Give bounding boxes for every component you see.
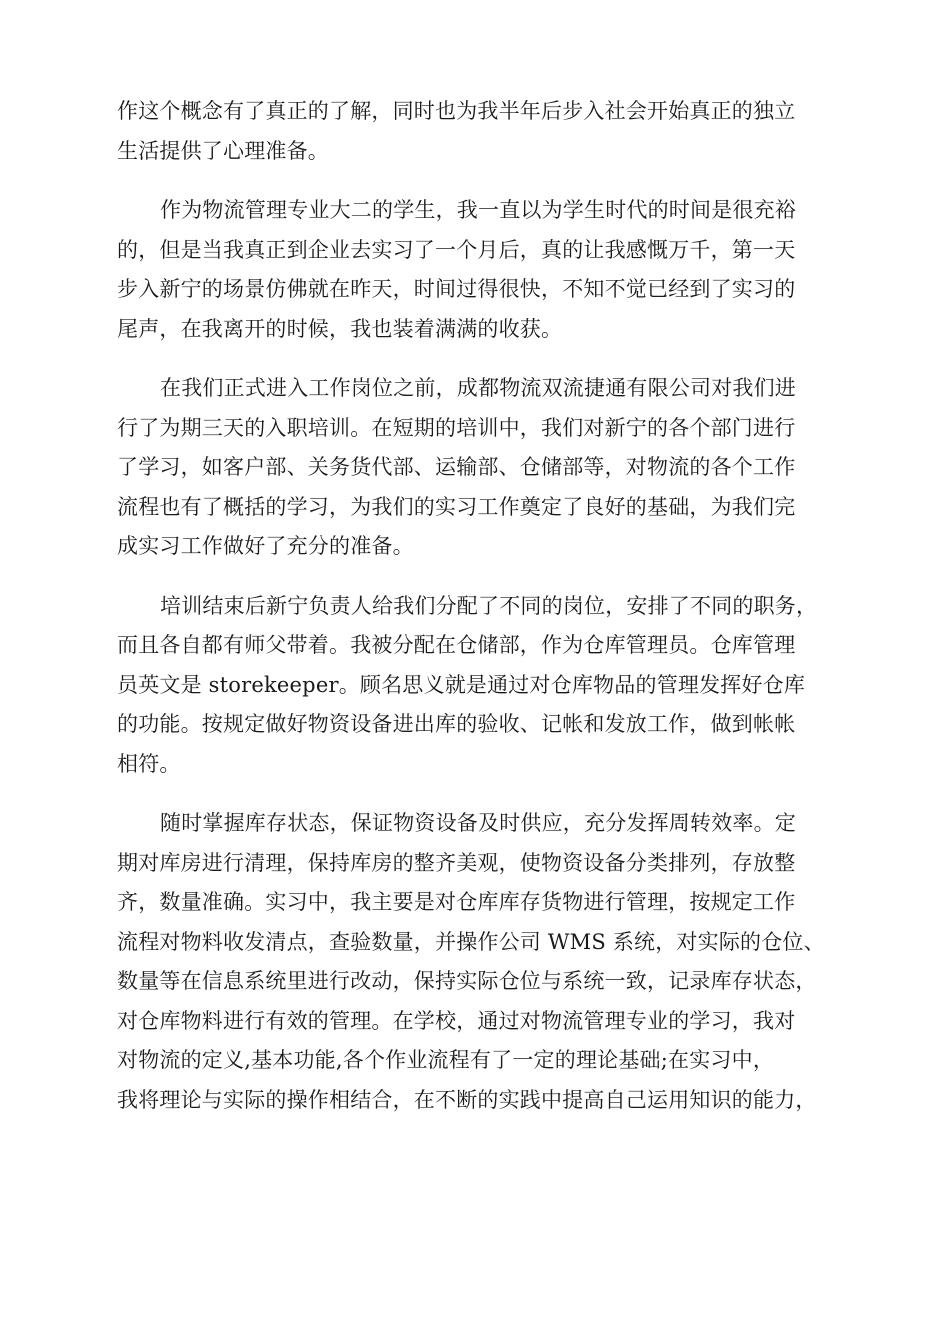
text-line: 作这个概念有了真正的了解，同时也为我半年后步入社会开始真正的独立 [117,99,796,123]
text-line: 了学习，如客户部、关务货代部、运输部、仓储部等，对物流的各个工作 [117,455,796,479]
text-line: 期对库房进行清理，保持库房的整齐美观，使物资设备分类排列，存放整 [117,850,796,875]
text-line: 而且各自都有师父带着。我被分配在仓储部，作为仓库管理员。仓库管理 [117,633,796,657]
text-line: 对仓库物料进行有效的管理。在学校，通过对物流管理专业的学习，我对 [117,1008,796,1033]
text-line: 我将理论与实际的操作相结合，在不断的实践中提高自己运用知识的能力， [117,1087,817,1112]
text-line: 成实习工作做好了充分的准备。 [117,534,414,558]
text-line: 员英文是 storekeeper。顾名思义就是通过对仓库物品的管理发挥好仓库 [117,672,806,697]
text-line: 齐，数量准确。实习中，我主要是对仓库库存货物进行管理，按规定工作 [117,890,796,914]
paragraph-4 [117,587,842,785]
text-line: 数量等在信息系统里进行改动，保持实际仓位与系统一致，记录库存状态， [117,969,817,993]
paragraph-2 [117,191,842,349]
text-line: 步入新宁的场景仿佛就在昨天，时间过得很快，不知不觉已经到了实习的 [117,277,796,301]
paragraph-1 [117,92,842,171]
paragraph-3 [117,369,842,567]
paragraph-5 [117,804,842,1120]
text-line: 的功能。按规定做好物资设备进出库的验收、记帐和发放工作，做到帐帐 [117,712,796,736]
text-line-indented: 培训结束后新宁负责人给我们分配了不同的岗位，安排了不同的职务， [160,593,818,618]
text-line-indented: 在我们正式进入工作岗位之前，成都物流双流捷通有限公司对我们进 [160,376,796,400]
document-body [117,92,842,1140]
text-line: 相符。 [117,751,181,776]
text-line: 流程也有了概括的学习，为我们的实习工作奠定了良好的基础，为我们完 [117,494,796,519]
text-line: 尾声，在我离开的时候，我也装着满满的收获。 [117,316,563,341]
text-line: 流程对物料收发清点，查验数量，并操作公司 WMS 系统，对实际的仓位、 [117,929,825,954]
text-line: 生活提供了心理准备。 [117,138,329,163]
text-line-indented: 作为物流管理专业大二的学生，我一直以为学生时代的时间是很充裕 [160,198,796,222]
text-line: 对物流的定义,基本功能,各个作业流程有了一定的理论基础;在实习中， [117,1048,775,1072]
text-line: 行了为期三天的入职培训。在短期的培训中，我们对新宁的各个部门进行 [117,415,796,440]
text-line-indented: 随时掌握库存状态，保证物资设备及时供应，充分发挥周转效率。定 [160,811,796,835]
text-line: 的，但是当我真正到企业去实习了一个月后，真的让我感慨万千，第一天 [117,237,796,262]
